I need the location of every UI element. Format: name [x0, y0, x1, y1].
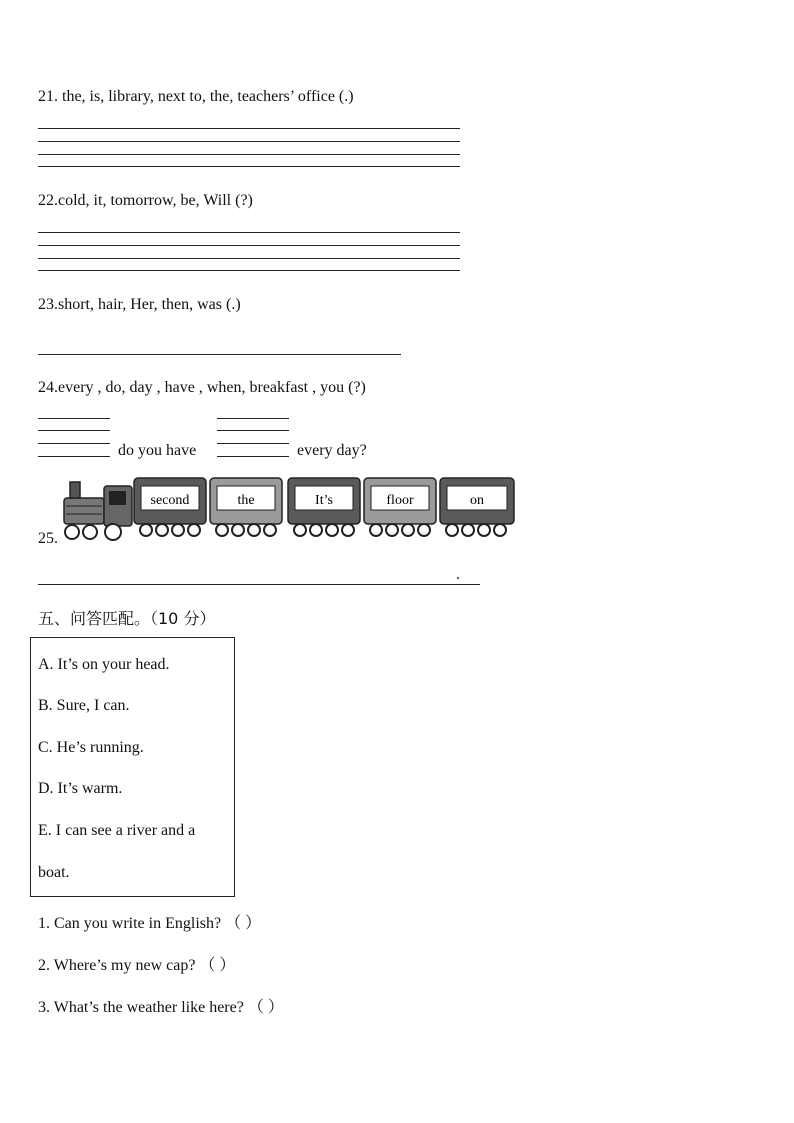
question-25: 25. — [38, 530, 58, 547]
train-car-1 — [134, 478, 206, 536]
train-car-5 — [440, 478, 514, 536]
option-e-continued: boat. — [38, 864, 70, 881]
train-car-label: second — [150, 493, 190, 508]
train-car-label: on — [470, 493, 484, 508]
answer-parentheses[interactable]: （ ） — [225, 915, 262, 932]
match-item-text: 3. What’s the weather like here? — [38, 999, 244, 1016]
option-e: E. I can see a river and a — [38, 822, 196, 839]
option-c: C. He’s running. — [38, 739, 144, 756]
train-car-label: It’s — [315, 493, 333, 508]
options-box — [30, 637, 235, 897]
question-23: 23.short, hair, Her, then, was (.) — [38, 296, 241, 313]
answer-line[interactable] — [38, 141, 460, 142]
answer-line-25-period: . — [456, 566, 460, 583]
answer-line[interactable] — [38, 154, 460, 155]
option-a: A. It’s on your head. — [38, 656, 170, 673]
match-item-2 — [38, 952, 235, 975]
train-car-4 — [364, 478, 436, 536]
match-item-text: 1. Can you write in English? — [38, 915, 222, 932]
question-24: 24.every , do, day , have , when, breakfast , you (?) — [38, 379, 366, 396]
train-car-label: the — [237, 493, 255, 508]
locomotive-icon — [64, 482, 132, 540]
train-illustration — [58, 474, 518, 546]
answer-line[interactable] — [38, 128, 460, 129]
match-item-1 — [38, 910, 261, 933]
answer-parentheses[interactable]: （ ） — [247, 999, 284, 1016]
answer-line-23[interactable] — [38, 354, 401, 355]
question-24-end-text: every day? — [297, 442, 367, 459]
option-b: B. Sure, I can. — [38, 697, 130, 714]
answer-line[interactable] — [38, 270, 460, 271]
answer-line[interactable] — [38, 166, 460, 167]
question-22: 22.cold, it, tomorrow, be, Will (?) — [38, 192, 253, 209]
match-item-text: 2. Where’s my new cap? — [38, 957, 196, 974]
answer-line[interactable] — [38, 232, 460, 233]
train-car-3 — [288, 478, 360, 536]
section-heading: 五、问答匹配。（10 分） — [38, 609, 216, 628]
answer-line[interactable] — [38, 258, 460, 259]
answer-parentheses[interactable]: （ ） — [199, 957, 236, 974]
train-car-2 — [210, 478, 282, 536]
option-d: D. It’s warm. — [38, 780, 123, 797]
train-car-label: floor — [386, 493, 414, 508]
match-item-3 — [38, 994, 284, 1017]
answer-line-25[interactable] — [38, 584, 480, 585]
question-24-middle-text: do you have — [118, 442, 197, 459]
answer-line[interactable] — [38, 245, 460, 246]
question-21: 21. the, is, library, next to, the, teachers’ office (.) — [38, 88, 354, 105]
